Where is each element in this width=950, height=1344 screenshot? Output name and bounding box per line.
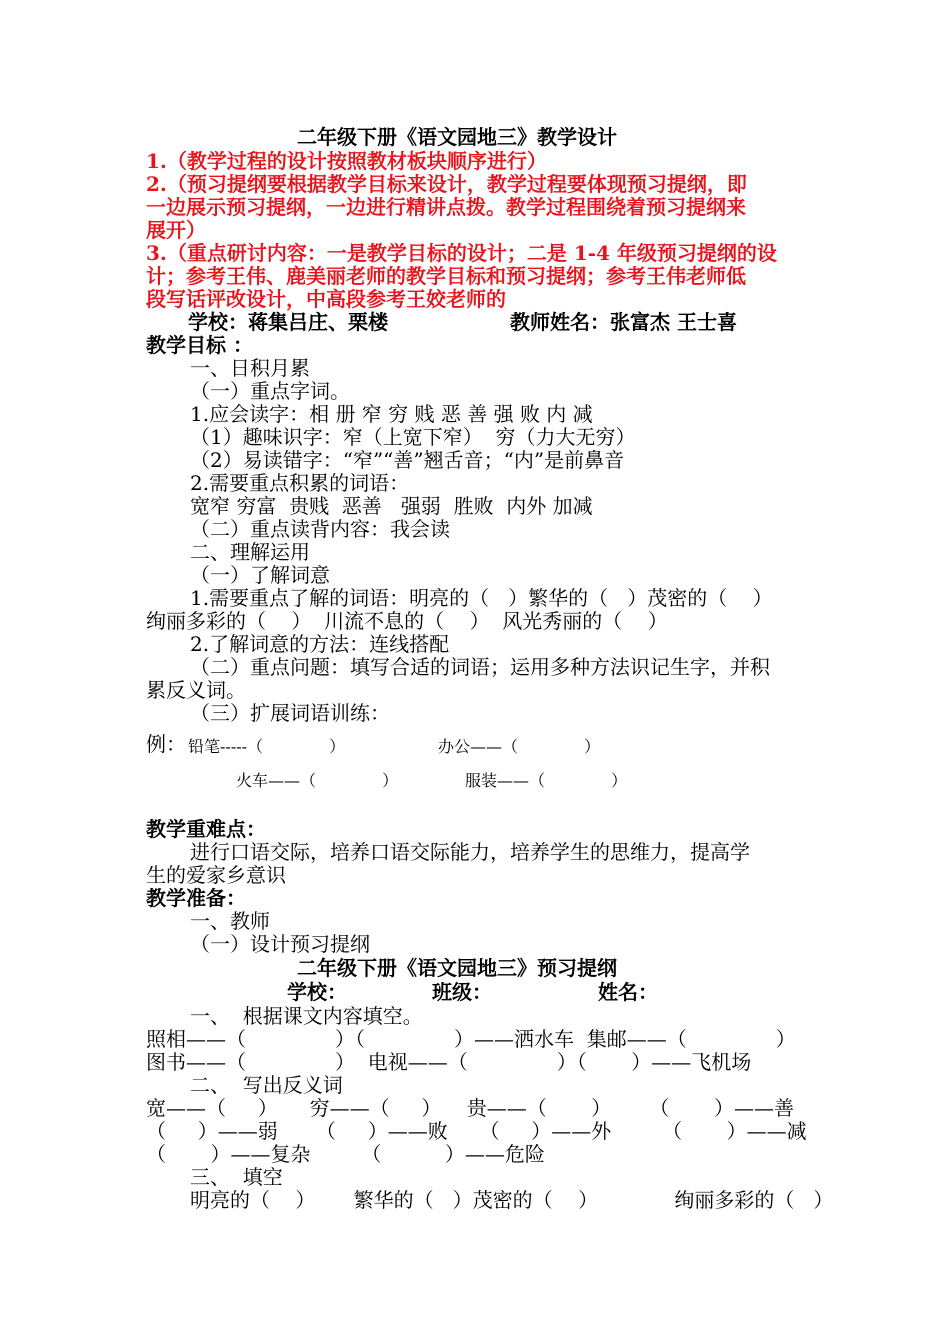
outline-line: （ ）——复杂 （ ）——危险 — [146, 1142, 545, 1166]
goal-line: （三）扩展词语训练： — [190, 701, 390, 725]
note-line-3: 一边展示预习提纲，一边进行精讲点拨。教学过程围绕着预习提纲来 — [146, 195, 746, 219]
example-item: 服装——（ ） — [465, 771, 628, 790]
prep-line: （一）设计预习提纲 — [190, 932, 370, 956]
goal-line: 1.需要重点了解的词语：明亮的（ ）繁华的（ ）茂密的（ ） — [190, 586, 773, 610]
note-line-6: 计；参考王伟、鹿美丽老师的教学目标和预习提纲；参考王伟老师低 — [146, 264, 746, 288]
note-line-5: 3.（重点研讨内容：一是教学目标的设计；二是 1-4 年级预习提纲的设 — [146, 241, 777, 265]
outline-class-field: 班级： — [432, 980, 492, 1004]
goal-line: 1.应会读字：相 册 窄 穷 贱 恶 善 强 败 内 减 — [190, 402, 593, 426]
goal-line: （一）重点字词。 — [190, 379, 350, 403]
note-line-4: 展开） — [146, 218, 206, 242]
example-item: 火车——（ ） — [236, 771, 399, 790]
school-line: 学校：蒋集吕庄、栗楼 — [188, 310, 388, 334]
outline-school-field: 学校： — [287, 980, 347, 1004]
outline-line: 图书——（ ） 电视——（ ）（ ）——飞机场 — [146, 1050, 752, 1074]
goal-line: 2.需要重点积累的词语： — [190, 471, 410, 495]
outline-name-field: 姓名： — [598, 980, 658, 1004]
goal-line: （1）趣味识字：窄（上宽下窄） 穷（力大无穷） — [190, 425, 636, 449]
goal-line: 宽窄 穷富 贵贱 恶善 强弱 胜败 内外 加减 — [190, 494, 593, 518]
prep-line: 一、教师 — [190, 909, 270, 933]
goal-line: （2）易读错字：“窄”“善”翘舌音；“内”是前鼻音 — [190, 448, 625, 472]
example-item: 铅笔-----（ ） — [188, 737, 346, 756]
goal-line: 二、理解运用 — [190, 540, 310, 564]
outline-line: 宽——（ ） 穷——（ ） 贵——（ ） （ ）——善 — [146, 1096, 794, 1120]
example-item: 办公——（ ） — [438, 737, 601, 756]
note-line-7: 段写话评改设计，中高段参考王姣老师的 — [146, 287, 506, 311]
goal-line: （二）重点问题：填写合适的词语；运用多种方法识记生字，并积 — [190, 655, 770, 679]
teacher-line: 教师姓名：张富杰 王士喜 — [510, 310, 737, 334]
goal-line: （二）重点读背内容：我会读 — [190, 517, 450, 541]
example-prefix: 例： — [146, 732, 186, 756]
outline-line: （ ）——弱 （ ）——败 （ ）——外 （ ）——减 — [146, 1119, 807, 1143]
doc-title: 二年级下册《语文园地三》教学设计 — [297, 125, 617, 149]
goal-line: 一、日积月累 — [190, 356, 310, 380]
note-line-1: 1.（教学过程的设计按照教材板块顺序进行） — [146, 149, 547, 173]
goal-line: 累反义词。 — [146, 678, 246, 702]
goal-line: 2.了解词意的方法：连线搭配 — [190, 632, 450, 656]
note-line-2: 2.（预习提纲要根据教学目标来设计，教学过程要体现预习提纲，即 — [146, 172, 747, 196]
outline-line: 三、 填空 — [190, 1165, 283, 1189]
difficulty-line: 进行口语交际，培养口语交际能力，培养学生的思维力，提高学 — [190, 840, 750, 864]
outline-line: 一、 根据课文内容填空。 — [190, 1004, 423, 1028]
outline-line: 二、 写出反义词 — [190, 1073, 343, 1097]
prep-heading: 教学准备： — [146, 886, 246, 910]
difficulty-line: 生的爱家乡意识 — [146, 863, 286, 887]
goal-line: （一）了解词意 — [190, 563, 330, 587]
outline-title: 二年级下册《语文园地三》预习提纲 — [297, 956, 617, 980]
difficulty-heading: 教学重难点： — [146, 817, 266, 841]
outline-line: 照相——（ ）（ ）——洒水车 集邮——（ ） — [146, 1027, 796, 1051]
goal-line: 绚丽多彩的（ ） 川流不息的（ ） 风光秀丽的（ ） — [146, 609, 668, 633]
goals-heading: 教学目标 ： — [146, 333, 253, 357]
outline-line: 明亮的（ ） 繁华的（ ）茂密的（ ） 绚丽多彩的（ ） — [190, 1188, 834, 1212]
